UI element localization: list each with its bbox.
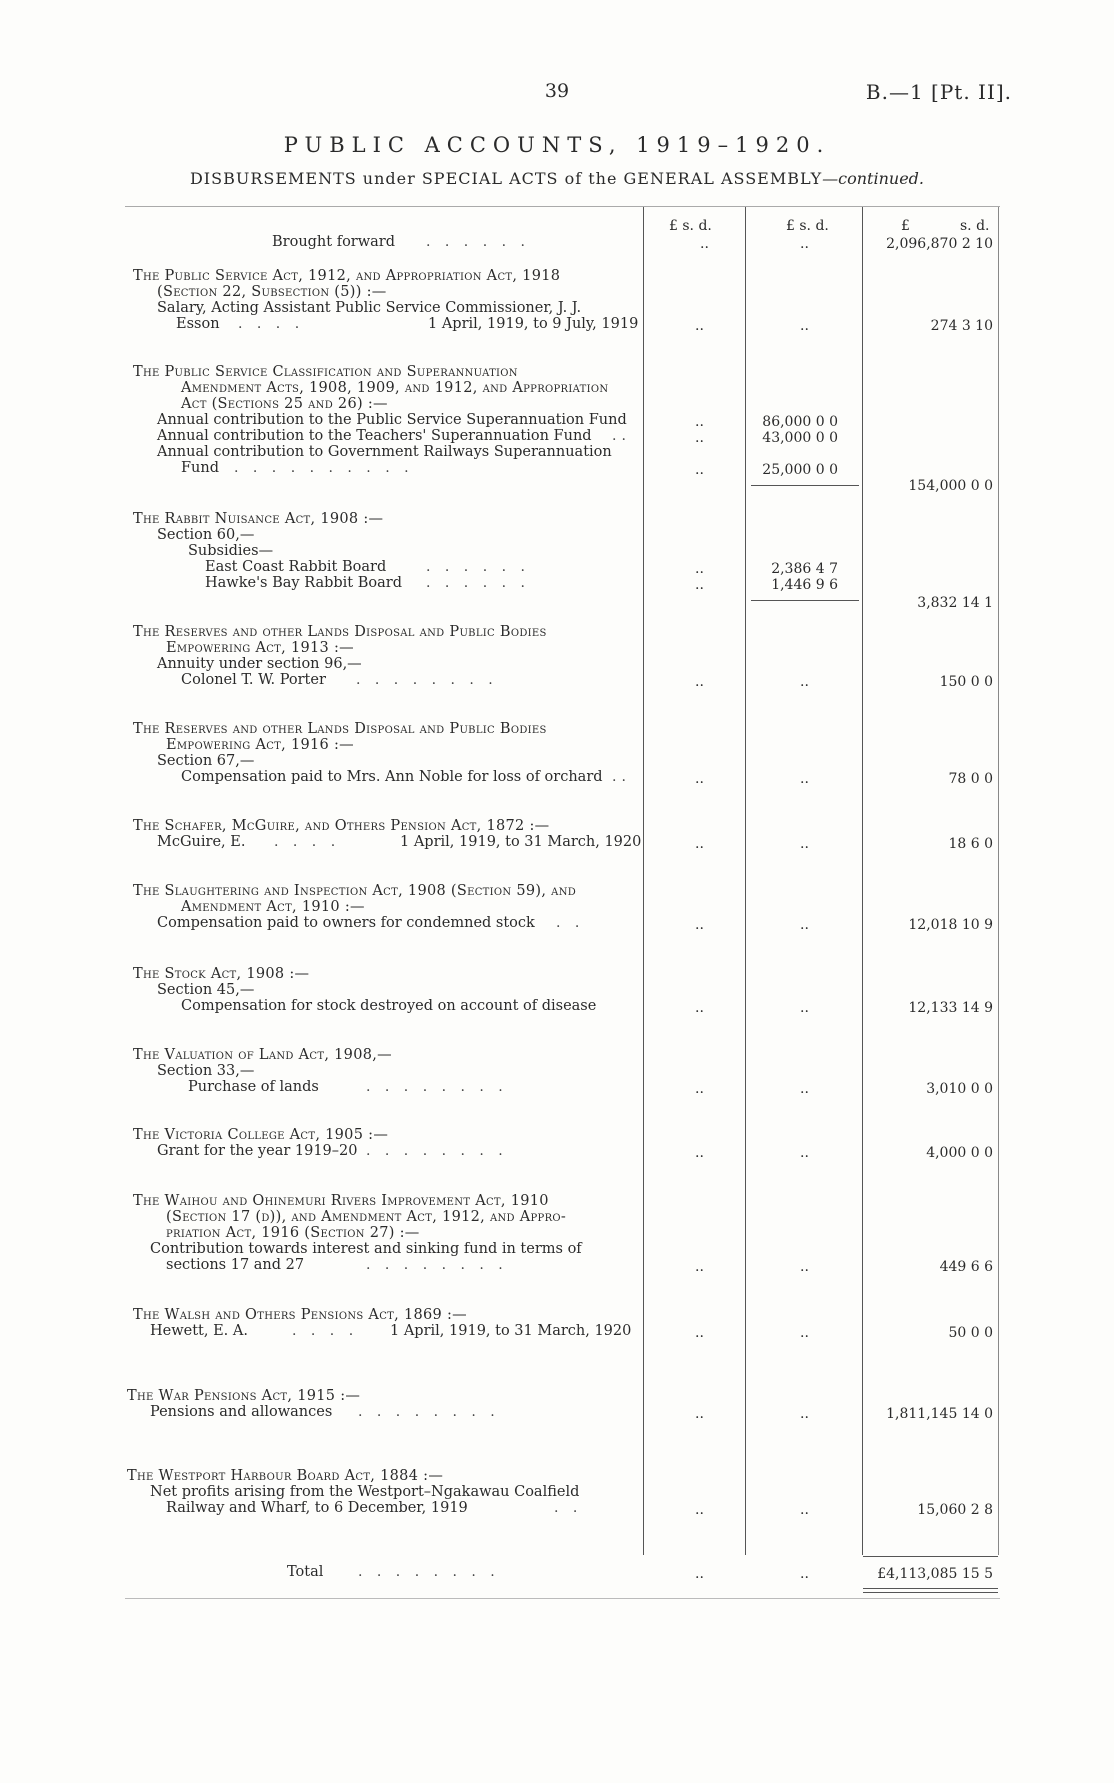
grand-total: £4,113,085 15 5 xyxy=(877,1566,993,1582)
empty-col2: .. xyxy=(800,1145,809,1161)
item-description: Net profits arising from the Westport–Ngakawau Coalfield xyxy=(150,1484,580,1500)
act-heading: The Reserves and other Lands Disposal and Public Bodies xyxy=(133,721,547,737)
empty-col1: .. xyxy=(695,561,704,577)
entry-total: 50 0 0 xyxy=(948,1325,993,1341)
leader-dots: . . . . . . xyxy=(426,575,530,591)
act-heading: The Slaughtering and Inspection Act, 1908 (Section 59), and xyxy=(133,883,577,899)
act-heading-cont: Act (Sections 25 and 26) :— xyxy=(181,396,388,412)
leader-dots: . . xyxy=(556,915,585,931)
empty-col1: .. xyxy=(695,1502,704,1518)
empty-col1: .. xyxy=(695,414,704,430)
empty-col1: .. xyxy=(695,430,704,446)
item-period: 1 April, 1919, to 31 March, 1920 xyxy=(390,1323,632,1339)
act-heading: The War Pensions Act, 1915 :— xyxy=(127,1388,361,1404)
brought-forward-label: Brought forward xyxy=(272,234,396,250)
item-amount: 25,000 0 0 xyxy=(762,462,838,478)
empty-col2: .. xyxy=(800,1325,809,1341)
empty-col1: .. xyxy=(695,577,704,593)
empty-col2: .. xyxy=(800,1000,809,1016)
act-heading-cont: Empowering Act, 1913 :— xyxy=(166,640,354,656)
total-label: Total xyxy=(287,1564,324,1580)
empty-col1: .. xyxy=(695,917,704,933)
brought-forward-total: 2,096,870 2 10 xyxy=(886,236,993,252)
item-description: Pensions and allowances xyxy=(150,1404,333,1420)
entry-total: 1,811,145 14 0 xyxy=(886,1406,993,1422)
leader-dots: . . . . . . . . . . xyxy=(234,460,414,476)
item-description-cont: sections 17 and 27 xyxy=(166,1257,305,1273)
act-heading-cont: (Section 22, Subsection (5)) :— xyxy=(157,284,387,300)
leader-dots: . . . . . . . . xyxy=(356,672,498,688)
item-payee: Esson xyxy=(176,316,220,332)
leader-dots: . . . . . . xyxy=(426,559,530,575)
entry-total: 154,000 0 0 xyxy=(908,478,993,494)
item-description: Annual contribution to Government Railways Superannuation xyxy=(157,444,612,460)
item-description: Compensation for stock destroyed on account of disease xyxy=(181,998,597,1014)
empty-col1: .. xyxy=(695,1259,704,1275)
entry-total: 12,133 14 9 xyxy=(908,1000,993,1016)
leader-dots: . . . . xyxy=(274,834,341,850)
empty-col1: .. xyxy=(695,1081,704,1097)
entry-total: 18 6 0 xyxy=(948,836,993,852)
item-payee: Hewett, E. A. xyxy=(150,1323,248,1339)
act-heading: The Victoria College Act, 1905 :— xyxy=(133,1127,389,1143)
item-description: Annuity under section 96,— xyxy=(157,656,362,672)
item-period: 1 April, 1919, to 9 July, 1919 xyxy=(428,316,639,332)
entry-total: 12,018 10 9 xyxy=(908,917,993,933)
empty-col1: .. xyxy=(695,318,704,334)
total-col1: .. xyxy=(695,1566,704,1582)
empty-col1: .. xyxy=(695,1000,704,1016)
empty-col1: .. xyxy=(695,836,704,852)
brought-forward-col1: .. xyxy=(700,236,709,252)
item-amount: 2,386 4 7 xyxy=(771,561,838,577)
document-reference: B.—1 [Pt. II]. xyxy=(865,80,1012,104)
item-amount: 43,000 0 0 xyxy=(762,430,838,446)
empty-col2: .. xyxy=(800,1502,809,1518)
subtotal-rule xyxy=(751,485,859,486)
column-rule-3 xyxy=(862,207,863,1555)
column-header-3-pound: £ xyxy=(901,218,910,234)
empty-col2: .. xyxy=(800,1081,809,1097)
act-heading-cont: Amendment Act, 1910 :— xyxy=(181,899,365,915)
act-heading: The Reserves and other Lands Disposal and Public Bodies xyxy=(133,624,547,640)
entry-total: 3,832 14 1 xyxy=(917,595,993,611)
item-payee: Colonel T. W. Porter xyxy=(181,672,326,688)
leader-dots: . . . . . . . . xyxy=(366,1079,508,1095)
page-subtitle xyxy=(0,169,1114,188)
page-title: PUBLIC ACCOUNTS, 1919–1920. xyxy=(283,133,831,157)
empty-col2: .. xyxy=(800,1406,809,1422)
leader-dots: . . . . xyxy=(292,1323,359,1339)
empty-col2: .. xyxy=(800,1259,809,1275)
act-heading: The Waihou and Ohinemuri Rivers Improvement Act, 1910 xyxy=(133,1193,549,1209)
column-rule-1 xyxy=(643,207,644,1555)
empty-col2: .. xyxy=(800,771,809,787)
leader-dots: . . . . . . . . xyxy=(358,1404,500,1420)
item-payee: McGuire, E. xyxy=(157,834,246,850)
item-description-cont: Fund xyxy=(181,460,220,476)
empty-col2: .. xyxy=(800,836,809,852)
item-description: Salary, Acting Assistant Public Service Commissioner, J. J. xyxy=(157,300,582,316)
leader-dots: . . . . . . . . xyxy=(366,1257,508,1273)
column-header-1: £ s. d. xyxy=(669,218,712,234)
act-heading-cont: priation Act, 1916 (Section 27) :— xyxy=(166,1225,420,1241)
act-heading: The Westport Harbour Board Act, 1884 :— xyxy=(127,1468,444,1484)
subtitle-continued: —continued. xyxy=(822,169,925,188)
item-description: East Coast Rabbit Board xyxy=(205,559,387,575)
column-rule-2 xyxy=(745,207,746,1555)
act-heading: The Rabbit Nuisance Act, 1908 :— xyxy=(133,511,384,527)
item-description: Compensation paid to Mrs. Ann Noble for loss of orchard xyxy=(181,769,603,785)
section-label: Section 67,— xyxy=(157,753,255,769)
section-label: Section 45,— xyxy=(157,982,255,998)
empty-col2: .. xyxy=(800,917,809,933)
item-description: Purchase of lands xyxy=(188,1079,319,1095)
item-period: 1 April, 1919, to 31 March, 1920 xyxy=(400,834,642,850)
empty-col1: .. xyxy=(695,1325,704,1341)
item-description: Annual contribution to the Public Service Superannuation Fund xyxy=(157,412,627,428)
act-heading: The Valuation of Land Act, 1908,— xyxy=(133,1047,392,1063)
entry-total: 449 6 6 xyxy=(939,1259,993,1275)
entry-total: 150 0 0 xyxy=(939,674,993,690)
table-top-rule xyxy=(125,206,1000,207)
empty-col2: .. xyxy=(800,674,809,690)
leader-dots: . . . . . . xyxy=(426,234,530,250)
item-description: Grant for the year 1919–20 xyxy=(157,1143,358,1159)
act-heading: The Public Service Act, 1912, and Appropriation Act, 1918 xyxy=(133,268,561,284)
leader-dots: .. xyxy=(612,769,631,785)
total-double-rule-1 xyxy=(863,1588,998,1589)
empty-col2: .. xyxy=(800,318,809,334)
act-heading: The Schafer, McGuire, and Others Pension Act, 1872 :— xyxy=(133,818,550,834)
subsection-label: Subsidies— xyxy=(188,543,274,559)
item-description: Compensation paid to owners for condemned stock xyxy=(157,915,535,931)
entry-total: 15,060 2 8 xyxy=(917,1502,993,1518)
item-description-cont: Railway and Wharf, to 6 December, 1919 xyxy=(166,1500,468,1516)
entry-total: 3,010 0 0 xyxy=(926,1081,993,1097)
column-header-2: £ s. d. xyxy=(786,218,829,234)
column-rule-right xyxy=(998,207,999,1555)
total-double-rule-2 xyxy=(863,1592,998,1593)
entry-total: 78 0 0 xyxy=(948,771,993,787)
item-amount: 1,446 9 6 xyxy=(771,577,838,593)
act-heading: The Walsh and Others Pensions Act, 1869 :— xyxy=(133,1307,467,1323)
table-bottom-rule xyxy=(125,1598,1000,1599)
act-heading-cont: (Section 17 (d)), and Amendment Act, 1912, and Appro- xyxy=(166,1209,567,1225)
leader-dots: . . . . xyxy=(238,316,305,332)
subtotal-rule xyxy=(751,600,859,601)
empty-col1: .. xyxy=(695,771,704,787)
empty-col1: .. xyxy=(695,1145,704,1161)
leader-dots: . . . . . . . . xyxy=(358,1564,500,1580)
act-heading: The Stock Act, 1908 :— xyxy=(133,966,310,982)
subtitle-main: DISBURSEMENTS under SPECIAL ACTS of the GENERAL ASSEMBLY xyxy=(189,169,823,188)
total-col2: .. xyxy=(800,1566,809,1582)
brought-forward-col2: .. xyxy=(800,236,809,252)
section-label: Section 33,— xyxy=(157,1063,255,1079)
column-header-3-sd: s. d. xyxy=(960,218,990,234)
act-heading-cont: Amendment Acts, 1908, 1909, and 1912, and Appropriation xyxy=(181,380,609,396)
act-heading: The Public Service Classification and Superannuation xyxy=(133,364,518,380)
leader-dots: .. xyxy=(612,428,631,444)
entry-total: 4,000 0 0 xyxy=(926,1145,993,1161)
total-top-rule xyxy=(863,1556,998,1557)
section-label: Section 60,— xyxy=(157,527,255,543)
empty-col1: .. xyxy=(695,462,704,478)
item-amount: 86,000 0 0 xyxy=(762,414,838,430)
page-number: 39 xyxy=(544,80,570,102)
item-description: Annual contribution to the Teachers' Superannuation Fund xyxy=(157,428,592,444)
item-description: Hawke's Bay Rabbit Board xyxy=(205,575,402,591)
empty-col1: .. xyxy=(695,674,704,690)
act-heading-cont: Empowering Act, 1916 :— xyxy=(166,737,354,753)
empty-col1: .. xyxy=(695,1406,704,1422)
leader-dots: . . . . . . . . xyxy=(366,1143,508,1159)
item-description: Contribution towards interest and sinking fund in terms of xyxy=(150,1241,582,1257)
entry-total: 274 3 10 xyxy=(930,318,993,334)
leader-dots: . . xyxy=(554,1500,583,1516)
